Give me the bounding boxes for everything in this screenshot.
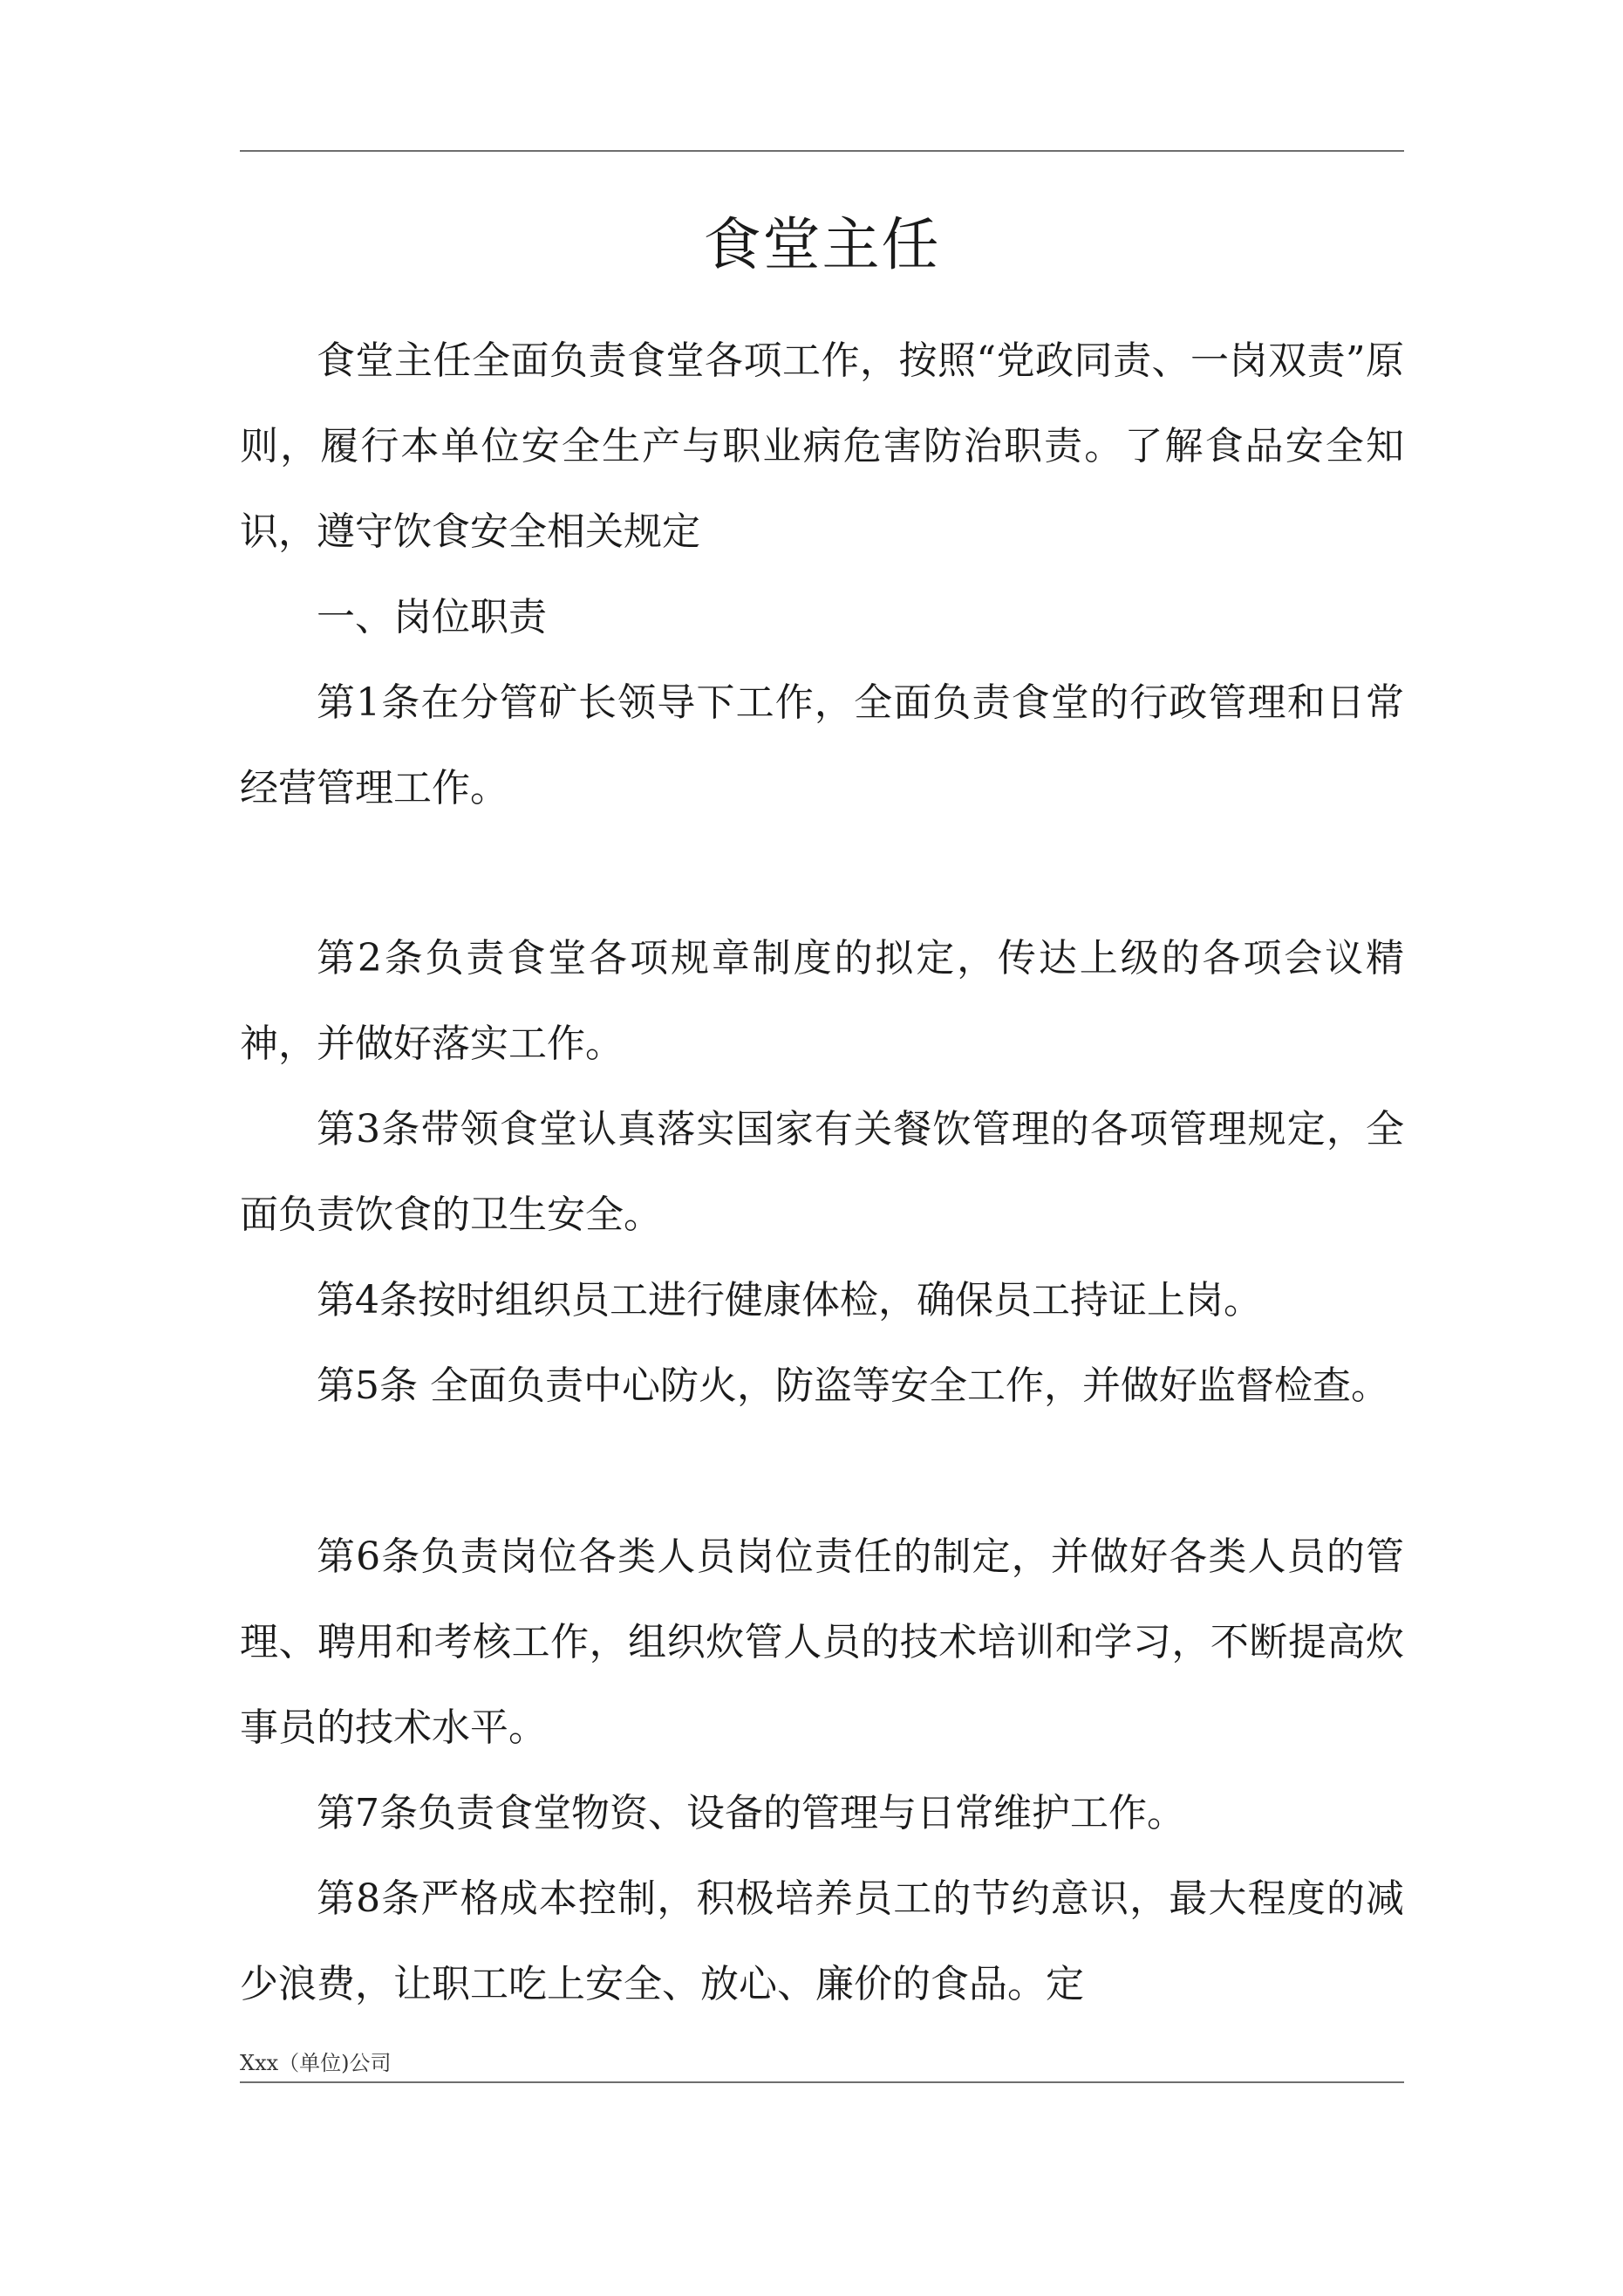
- article-6: 第6条负责岗位各类人员岗位责任的制定，并做好各类人员的管理、聘用和考核工作，组织炊管人员的技术培训和学习，不断提高炊事员的技术水平。: [240, 1534, 1404, 1750]
- footer-rule: [240, 2081, 1404, 2083]
- article-8: 第8条严格成本控制，积极培养员工的节约意识，最大程度的减少浪费，让职工吃上安全、放心、廉价的食品。定: [240, 1876, 1404, 2006]
- footer-company: Xxx（单位)公司: [240, 2051, 392, 2075]
- article-5: 第5条 全面负责中心防火，防盗等安全工作，并做好监督检查。: [317, 1363, 1389, 1408]
- intro-paragraph: 食堂主任全面负责食堂各项工作，按照“党政同责、一岗双责”原则，履行本单位安全生产与职业病危害防治职责。了解食品安全知识，遵守饮食安全相关规定: [240, 338, 1404, 554]
- section-heading: 一、岗位职责: [317, 595, 547, 639]
- article-2: 第2条负责食堂各项规章制度的拟定，传达上级的各项会议精神，并做好落实工作。: [240, 936, 1404, 1066]
- article-4: 第4条按时组织员工进行健康体检，确保员工持证上岗。: [317, 1278, 1262, 1322]
- article-7: 第7条负责食堂物资、设备的管理与日常维护工作。: [317, 1791, 1185, 1835]
- page-title: 食堂主任: [703, 211, 941, 278]
- article-1: 第1条在分管矿长领导下工作，全面负责食堂的行政管理和日常经营管理工作。: [240, 680, 1404, 810]
- header-rule: [240, 150, 1404, 152]
- article-3: 第3条带领食堂认真落实国家有关餐饮管理的各项管理规定，全面负责饮食的卫生安全。: [240, 1107, 1404, 1237]
